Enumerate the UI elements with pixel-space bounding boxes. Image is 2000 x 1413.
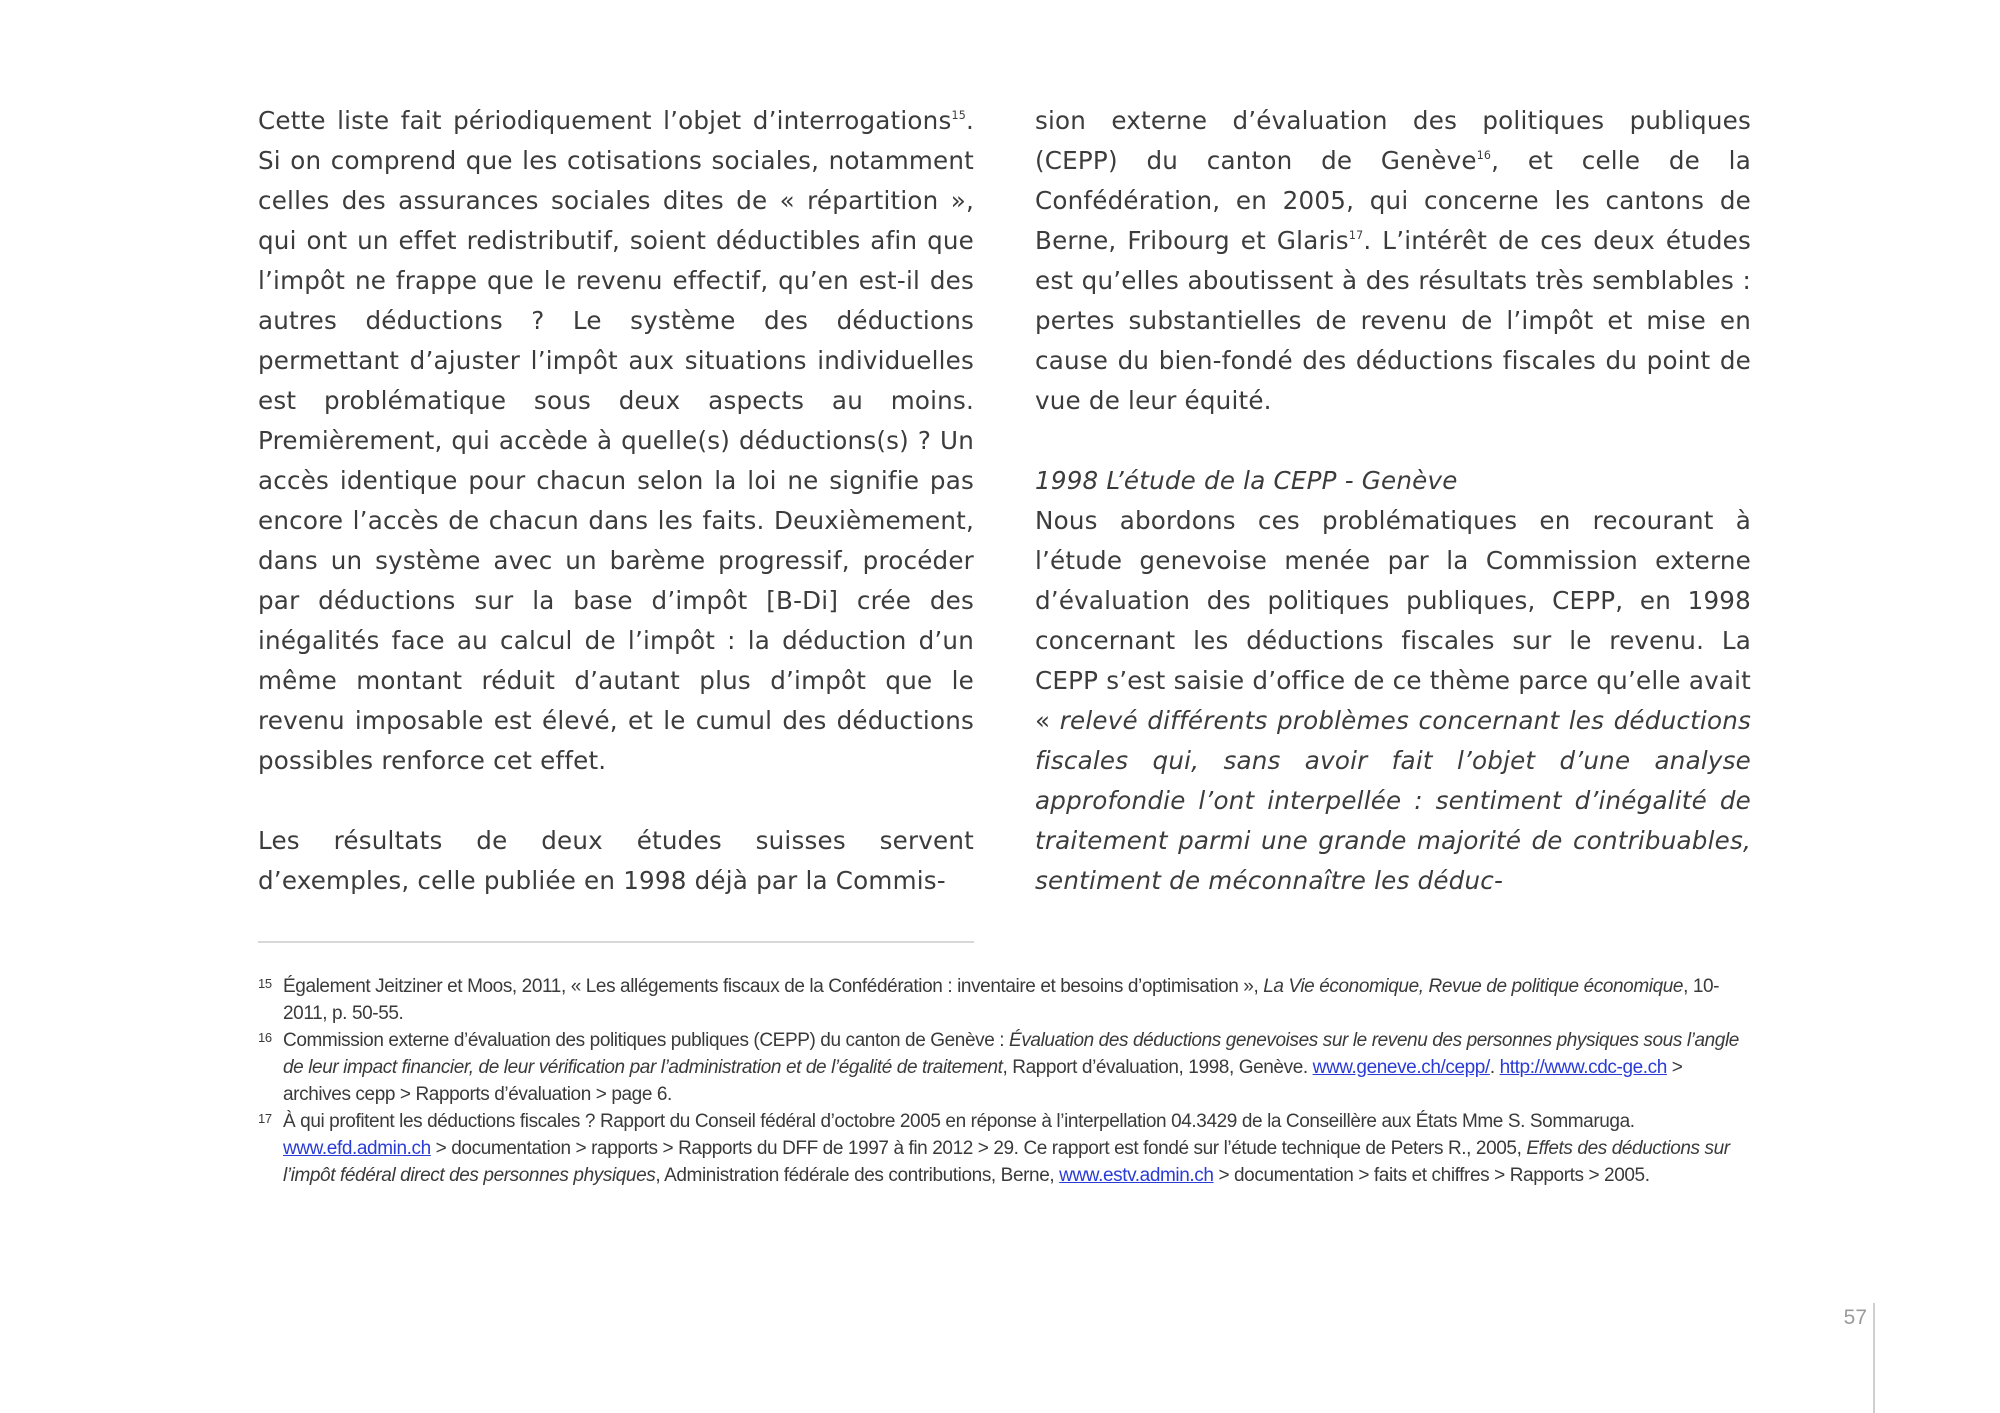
footnote-text: À qui profitent les déductions fiscales ? Rapport du Conseil fédéral d’octobre 2005 en réponse à l’interpellation 04.3429 de la Conseillère aux États Mme S. Sommaruga. www.efd.admin.ch > documentation > rapports > Rapports du DFF de 1997 à fin 2012 > 29. Ce rapport est fondé sur l’étude technique de Peters R., 2005, Effets des déductions sur l’impôt fédéral direct des personnes physiques, Administration fédérale des contributions, Berne, www.estv.admin.ch > documentation > faits et chiffres > Rapports > 2005. — [283, 1111, 1730, 1186]
right-column — [1035, 101, 1751, 901]
footnote-separator — [258, 941, 974, 943]
link-efd-admin[interactable]: www.efd.admin.ch — [283, 1138, 431, 1159]
page-margin-rule — [1873, 1303, 1875, 1413]
footnote-text: Également Jeitziner et Moos, 2011, « Les allégements fiscaux de la Confédération : inventaire et besoins d’optimisation », La Vie économique, Revue de politique économique, 10-2011, p. 50-55. — [283, 976, 1720, 1024]
left-column — [258, 101, 974, 901]
footnote-ref-16[interactable]: 16 — [1476, 149, 1492, 163]
footnote-17 — [258, 1108, 1740, 1189]
footnote-number: 16 — [258, 1030, 272, 1045]
section-heading: 1998 L’étude de la CEPP - Genève — [1035, 466, 1458, 495]
link-cdc-ge[interactable]: http://www.cdc-ge.ch — [1499, 1057, 1667, 1078]
footnote-16 — [258, 1027, 1740, 1108]
link-geneve-cepp[interactable]: www.geneve.ch/cepp/ — [1312, 1057, 1490, 1078]
footnote-number: 17 — [258, 1111, 272, 1126]
paragraph-gap — [258, 781, 974, 821]
footnote-text: Commission externe d’évaluation des politiques publiques (CEPP) du canton de Genève : Évaluation des déductions genevoises sur le revenu des personnes physiques sous l’angle de leur impact financier, de leur vérification par l’administration et de l’égalité de traitement, Rapport d’évaluation, 1998, Genève. www.geneve.ch/cepp/. http://www.cdc-ge.ch > archives cepp > Rapports d’évaluation > page 6. — [283, 1030, 1739, 1105]
footnote-ref-17[interactable]: 17 — [1348, 229, 1364, 243]
right-paragraph-2: Nous abordons ces problématiques en recourant à l’étude genevoise menée par la Commission externe d’évaluation des politiques publiques, CEPP, en 1998 concernant les déductions fiscales sur le revenu. La CEPP s’est saisie d’office de ce thème parce qu’elle avait « relevé différents problèmes concernant les déductions fiscales qui, sans avoir fait l’objet d’une analyse approfondie l’ont interpellée : sentiment d’inégalité de traitement parmi une grande majorité de contribuables, sentiment de méconnaître les déduc- — [1035, 506, 1751, 895]
paragraph-gap — [1035, 421, 1751, 461]
left-paragraph-1: Cette liste fait périodiquement l’objet d’interrogations$^{15}$. Si on comprend que les cotisations sociales, notamment celles des assurances sociales dites de « répartition », qui ont un effet redistributif, soient déductibles afin que l’impôt ne frappe que le revenu effectif, qu’en est-il des autres déductions ? Le système des déductions permettant d’ajuster l’impôt aux situations individuelles est problématique sous deux aspects au moins. Premièrement, qui accède à quelle(s) déductions(s) ? Un accès identique pour chacun selon la loi ne signifie pas encore l’accès de chacun dans les faits. Deuxièmement, dans un système avec un barème progressif, procéder par déductions sur la base d’impôt [B-Di] crée des inégalités face au calcul de l’impôt : la déduction d’un même montant réduit d’autant plus d’impôt que le revenu imposable est élevé, et le cumul des déductions possibles renforce cet effet. — [258, 106, 974, 775]
footnotes — [258, 973, 1740, 1189]
footnote-number: 15 — [258, 976, 272, 991]
left-paragraph-2: Les résultats de deux études suisses servent d’exemples, celle publiée en 1998 déjà par la Commis- — [258, 826, 974, 895]
footnote-ref-15[interactable]: 15 — [951, 109, 966, 123]
right-paragraph-1: sion externe d’évaluation des politiques publiques (CEPP) du canton de Genève$^{16}$, et celle de la Confédération, en 2005, qui concerne les cantons de Berne, Fribourg et Glaris$^{17}$. L’intérêt de ces deux études est qu’elles aboutissent à des résultats très semblables : pertes substantielles de revenu de l’impôt et mise en cause du bien-fondé des déductions fiscales du point de vue de leur équité. — [1035, 106, 1751, 415]
quoted-text: relevé différents problèmes concernant les déductions fiscales qui, sans avoir fait l’objet d’une analyse approfondie l’ont interpellée : sentiment d’inégalité de traitement parmi une grande majorité de contribuables, sentiment de méconnaître les déduc- — [1035, 706, 1751, 895]
page-number: 57 — [1843, 1306, 1867, 1329]
footnote-15 — [258, 973, 1740, 1027]
link-estv-admin[interactable]: www.estv.admin.ch — [1059, 1165, 1214, 1186]
